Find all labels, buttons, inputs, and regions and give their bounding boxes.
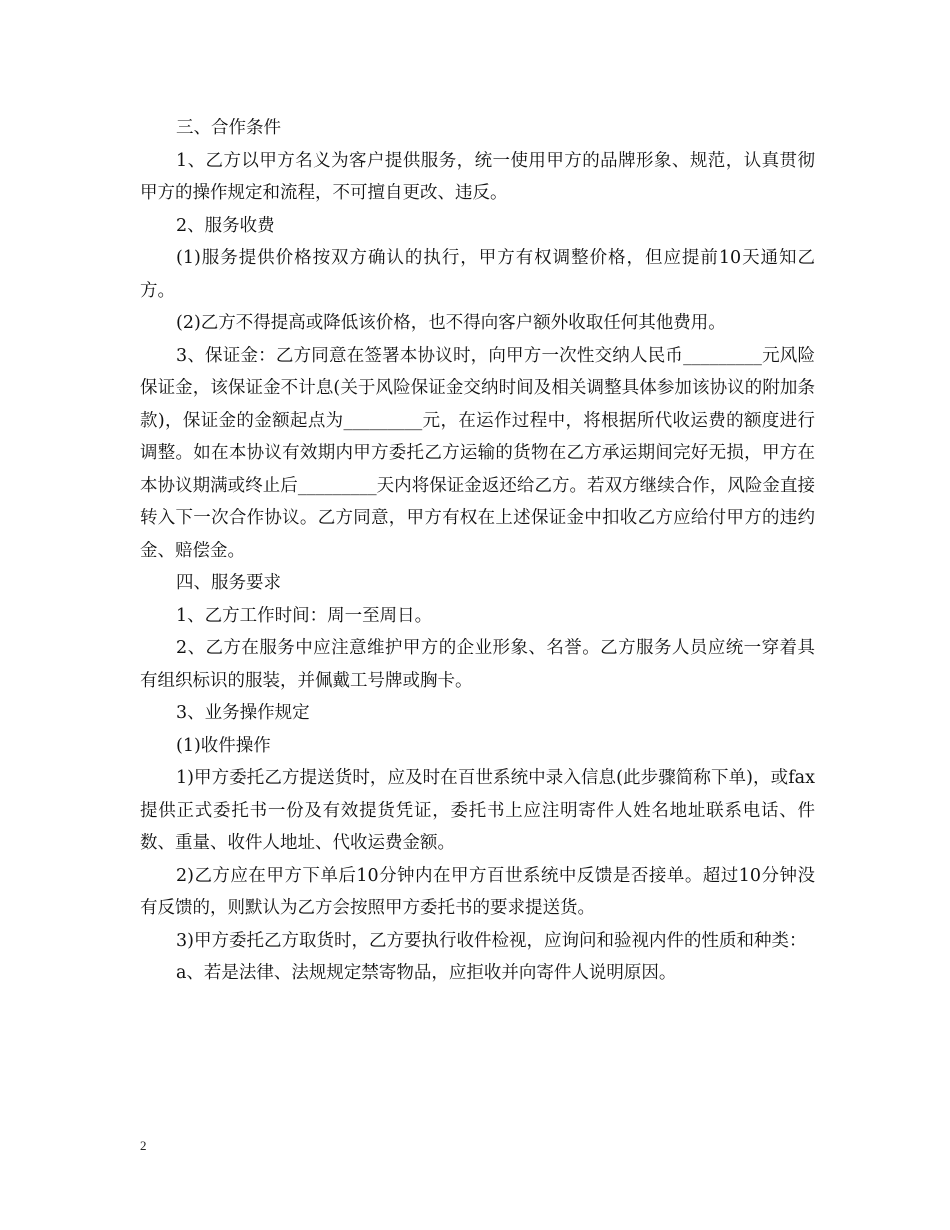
- clause-paragraph: 3)甲方委托乙方取货时，乙方要执行收件检视，应询问和验视内件的性质和种类：: [176, 930, 807, 951]
- clause-paragraph: 1、乙方以甲方名义为客户提供服务，统一使用甲方的品牌形象、规范，认真贯彻甲方的操作规定和流程，不可擅自更改、违反。: [140, 150, 815, 203]
- heading-service-requirements: 四、服务要求: [176, 573, 281, 593]
- clause-paragraph: (2)乙方不得提高或降低该价格，也不得向客户额外收取任何其他费用。: [176, 313, 726, 333]
- clause-deposit: 3、保证金：乙方同意在签署本协议时，向甲方一次性交纳人民币_________元风险保证金，该保证金不计息(关于风险保证金交纳时间及相关调整具体参加该协议的附加条款)，保证金的金额起点为_________元，在运作过程中，将根据所代收运费的额度进行调整。如在本协议有效期内甲方委托乙方运输的货物在乙方承运期间完好无损，甲方在本协议期满或终止后_________天内将保证金返还给乙方。若双方继续合作，风险金直接转入下一次合作协议。乙方同意，甲方有权在上述保证金中扣收乙方应给付甲方的违约金、赔偿金。: [140, 345, 815, 561]
- clause-paragraph: 1、乙方工作时间：周一至周日。: [176, 605, 433, 626]
- document-body: [140, 112, 815, 990]
- subheading-receiving-operation: (1)收件操作: [176, 735, 271, 756]
- clause-paragraph: 1)甲方委托乙方提送货时，应及时在百世系统中录入信息(此步骤简称下单)，或fax提供正式委托书一份及有效提货凭证，委托书上应注明寄件人姓名地址联系电话、件数、重量、收件人地址、代收运费金额。: [140, 768, 815, 853]
- clause-paragraph: a、若是法律、法规规定禁寄物品，应拒收并向寄件人说明原因。: [176, 963, 677, 983]
- clause-paragraph: 2、乙方在服务中应注意维护甲方的企业形象、名誉。乙方服务人员应统一穿着具有组织标识的服装，并佩戴工号牌或胸卡。: [140, 638, 815, 691]
- clause-paragraph: 2)乙方应在甲方下单后10分钟内在甲方百世系统中反馈是否接单。超过10分钟没有反馈的，则默认为乙方会按照甲方委托书的要求提送货。: [140, 865, 815, 918]
- subheading-service-fees: 2、服务收费: [176, 215, 275, 236]
- clause-paragraph: (1)服务提供价格按双方确认的执行，甲方有权调整价格，但应提前10天通知乙方。: [140, 248, 815, 301]
- heading-cooperation-conditions: 三、合作条件: [176, 118, 281, 138]
- subheading-operation-rules: 3、业务操作规定: [176, 703, 310, 723]
- page-number: 2: [140, 1138, 147, 1153]
